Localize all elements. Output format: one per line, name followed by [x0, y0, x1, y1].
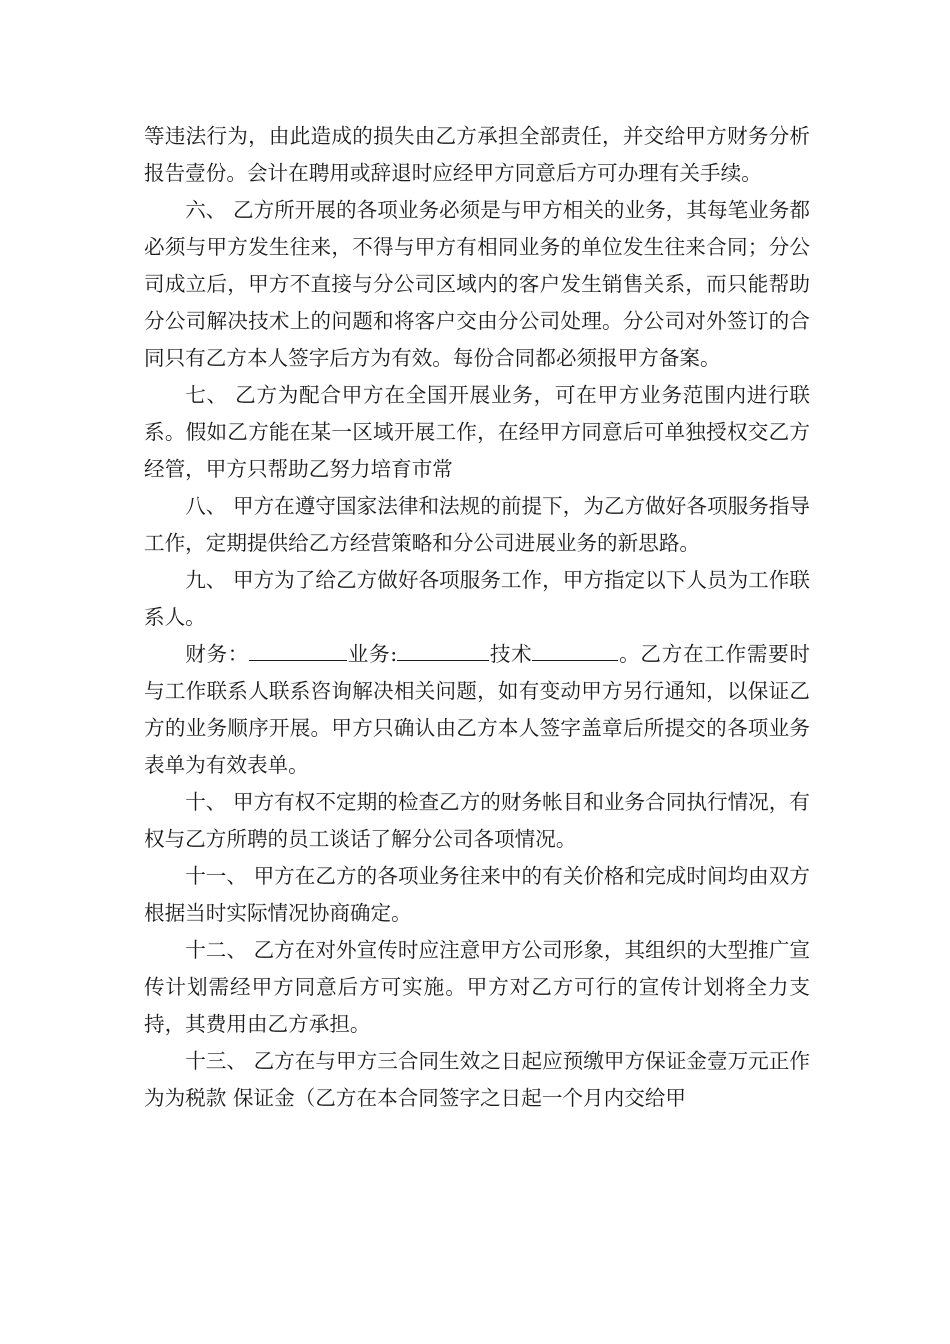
clause-8: 八、 甲方在遵守国家法律和法规的前提下，为乙方做好各项服务指导工作，定期提供给乙方经营策略和分公司进展业务的新思路。	[144, 494, 810, 555]
paragraph-continuation: 等违法行为，由此造成的损失由乙方承担全部责任，并交给甲方财务分析报告壹份。会计在聘用或辞退时应经甲方同意后方可办理有关手续。	[144, 124, 810, 185]
clause-6: 六、 乙方所开展的各项业务必须是与甲方相关的业务，其每笔业务都必须与甲方发生往来，不得与甲方有相同业务的单位发生往来合同；分公司成立后，甲方不直接与分公司区域内的客户发生销售关系，而只能帮助分公司解决技术上的问题和将客户交由分公司处理。分公司对外签订的合同只有乙方本人签字后方为有效。每份合同都必须报甲方备案。	[144, 198, 810, 370]
clause-13: 十三、 乙方在与甲方三合同生效之日起应预缴甲方保证金壹万元正作为为税款 保证金（乙方在本合同签字之日起一个月内交给甲	[144, 1049, 810, 1110]
clause-10: 十、 甲方有权不定期的检查乙方的财务帐目和业务合同执行情况，有权与乙方所聘的员工谈话了解分公司各项情况。	[144, 790, 810, 851]
clause-11: 十一、 甲方在乙方的各项业务往来中的有关价格和完成时间均由双方根据当时实际情况协商确定。	[144, 864, 810, 925]
clause-7: 七、 乙方为配合甲方在全国开展业务，可在甲方业务范围内进行联系。假如乙方能在某一区域开展工作，在经甲方同意后可单独授权交乙方经管，甲方只帮助乙努力培育市常	[144, 383, 810, 481]
clause-12: 十二、 乙方在对外宣传时应注意甲方公司形象，其组织的大型推广宣传计划需经甲方同意后方可实施。甲方对乙方可行的宣传计划将全力支持，其费用由乙方承担。	[144, 938, 810, 1036]
finance-label: 财务：	[185, 642, 250, 666]
tech-label: 技术	[489, 642, 533, 666]
business-blank	[397, 638, 489, 661]
tech-blank	[532, 638, 618, 661]
finance-blank	[249, 638, 347, 661]
contact-note: 。乙方在工作需要时与工作联系人联系咨询解决相关问题，如有变动甲方另行通知，以保证乙方的业务顺序开展。甲方只确认由乙方本人签字盖章后所提交的各项业务表单为有效表单。	[144, 642, 810, 777]
clause-9: 九、 甲方为了给乙方做好各项服务工作，甲方指定以下人员为工作联系人。	[144, 568, 810, 629]
contact-paragraph	[144, 636, 810, 784]
business-label: 业务:	[347, 642, 398, 666]
document-body	[144, 118, 810, 1117]
